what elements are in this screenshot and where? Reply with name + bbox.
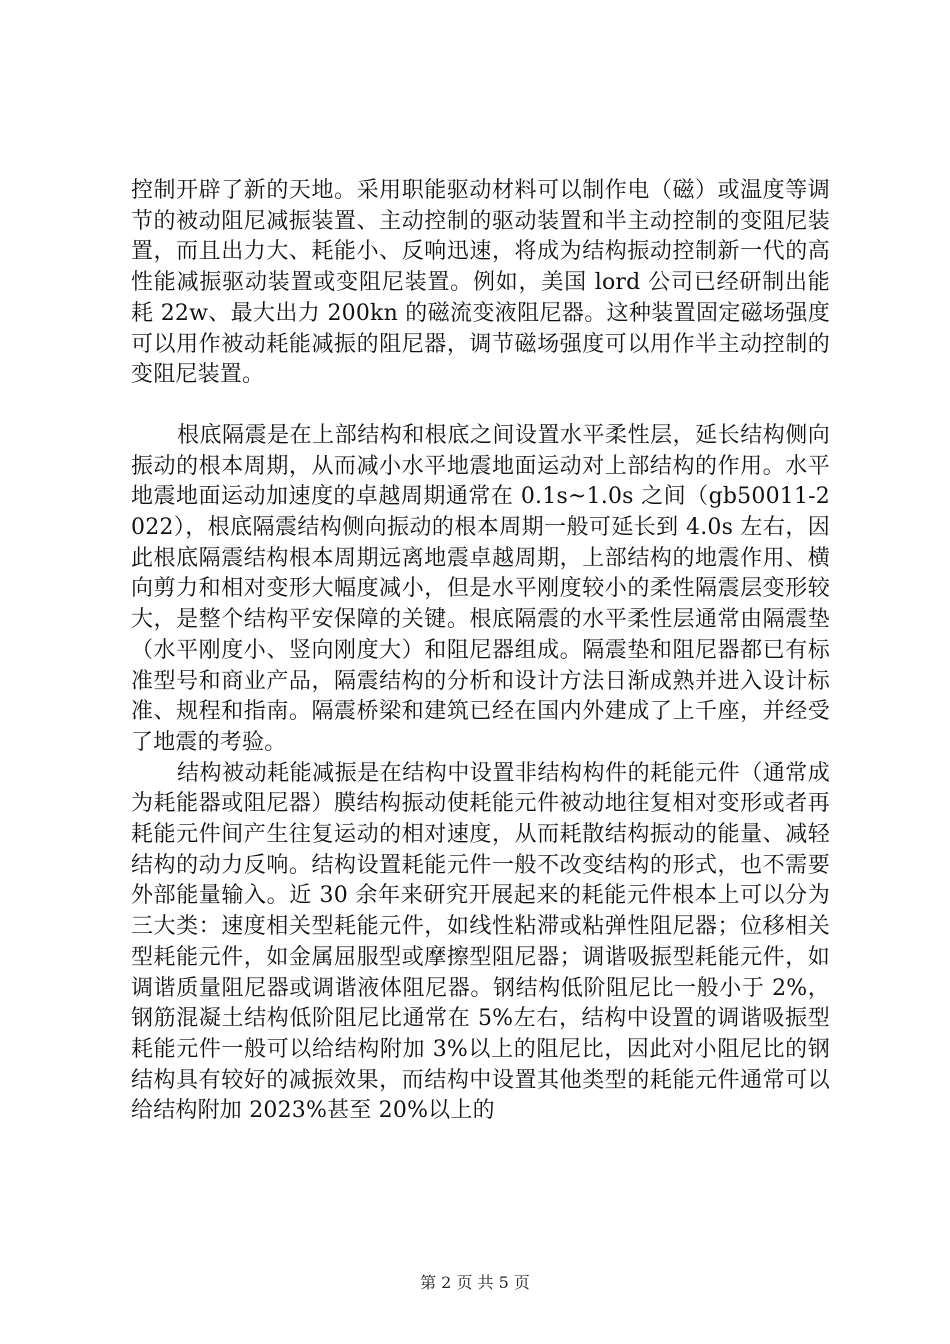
document-body	[131, 176, 830, 1127]
paragraph-spacer	[131, 391, 830, 421]
paragraph-1: 控制开辟了新的天地。采用职能驱动材料可以制作电（磁）或温度等调节的被动阻尼减振装置、主动控制的驱动装置和半主动控制的变阻尼装置，而且出力大、耗能小、反响迅速，将成为结构振动控制新一代的高性能减振驱动装置或变阻尼装置。例如，美国 lord 公司已经研制出能耗 22w、最大出力 200kn 的磁流变液阻尼器。这种装置固定磁场强度可以用作被动耗能减振的阻尼器，调节磁场强度可以用作半主动控制的变阻尼装置。	[131, 178, 830, 388]
paragraph-3: 结构被动耗能减振是在结构中设置非结构构件的耗能元件（通常成为耗能器或阻尼器）膜结构振动使耗能元件被动地往复相对变形或者再耗能元件间产生往复运动的相对速度，从而耗散结构振动的能量、减轻结构的动力反响。结构设置耗能元件一般不改变结构的形式，也不需要外部能量输入。近 30 余年来研究开展起来的耗能元件根本上可以分为三大类：速度相关型耗能元件，如线性粘滞或粘弹性阻尼器；位移相关型耗能元件，如金属屈服型或摩擦型阻尼器；调谐吸振型耗能元件，如调谐质量阻尼器或调谐液体阻尼器。钢结构低阶阻尼比一般小于 2%，钢筋混凝土结构低阶阻尼比通常在 5%左右，结构中设置的调谐吸振型耗能元件一般可以给结构附加 3%以上的阻尼比，因此对小阻尼比的钢结构具有较好的减振效果，而结构中设置其他类型的耗能元件通常可以给结构附加 2023%甚至 20%以上的	[131, 760, 830, 1124]
page-footer: 第 2 页 共 5 页	[420, 1273, 530, 1292]
paragraph-2: 根底隔震是在上部结构和根底之间设置水平柔性层，延长结构侧向振动的根本周期，从而减小水平地震地面运动对上部结构的作用。水平地震地面运动加速度的卓越周期通常在 0.1s~1.0s 之间（gb50011-2022），根底隔震结构侧向振动的根本周期一般可延长到 4.0s 左右，因此根底隔震结构根本周期远离地震卓越周期，上部结构的地震作用、横向剪力和相对变形大幅度减小，但是水平刚度较小的柔性隔震层变形较大，是整个结构平安保障的关键。根底隔震的水平柔性层通常由隔震垫（水平刚度小、竖向刚度大）和阻尼器组成。隔震垫和阻尼器都已有标准型号和商业产品，隔震结构的分析和设计方法日渐成熟并进入设计标准、规程和指南。隔震桥梁和建筑已经在国内外建成了上千座，并经受了地震的考验。	[131, 422, 830, 755]
